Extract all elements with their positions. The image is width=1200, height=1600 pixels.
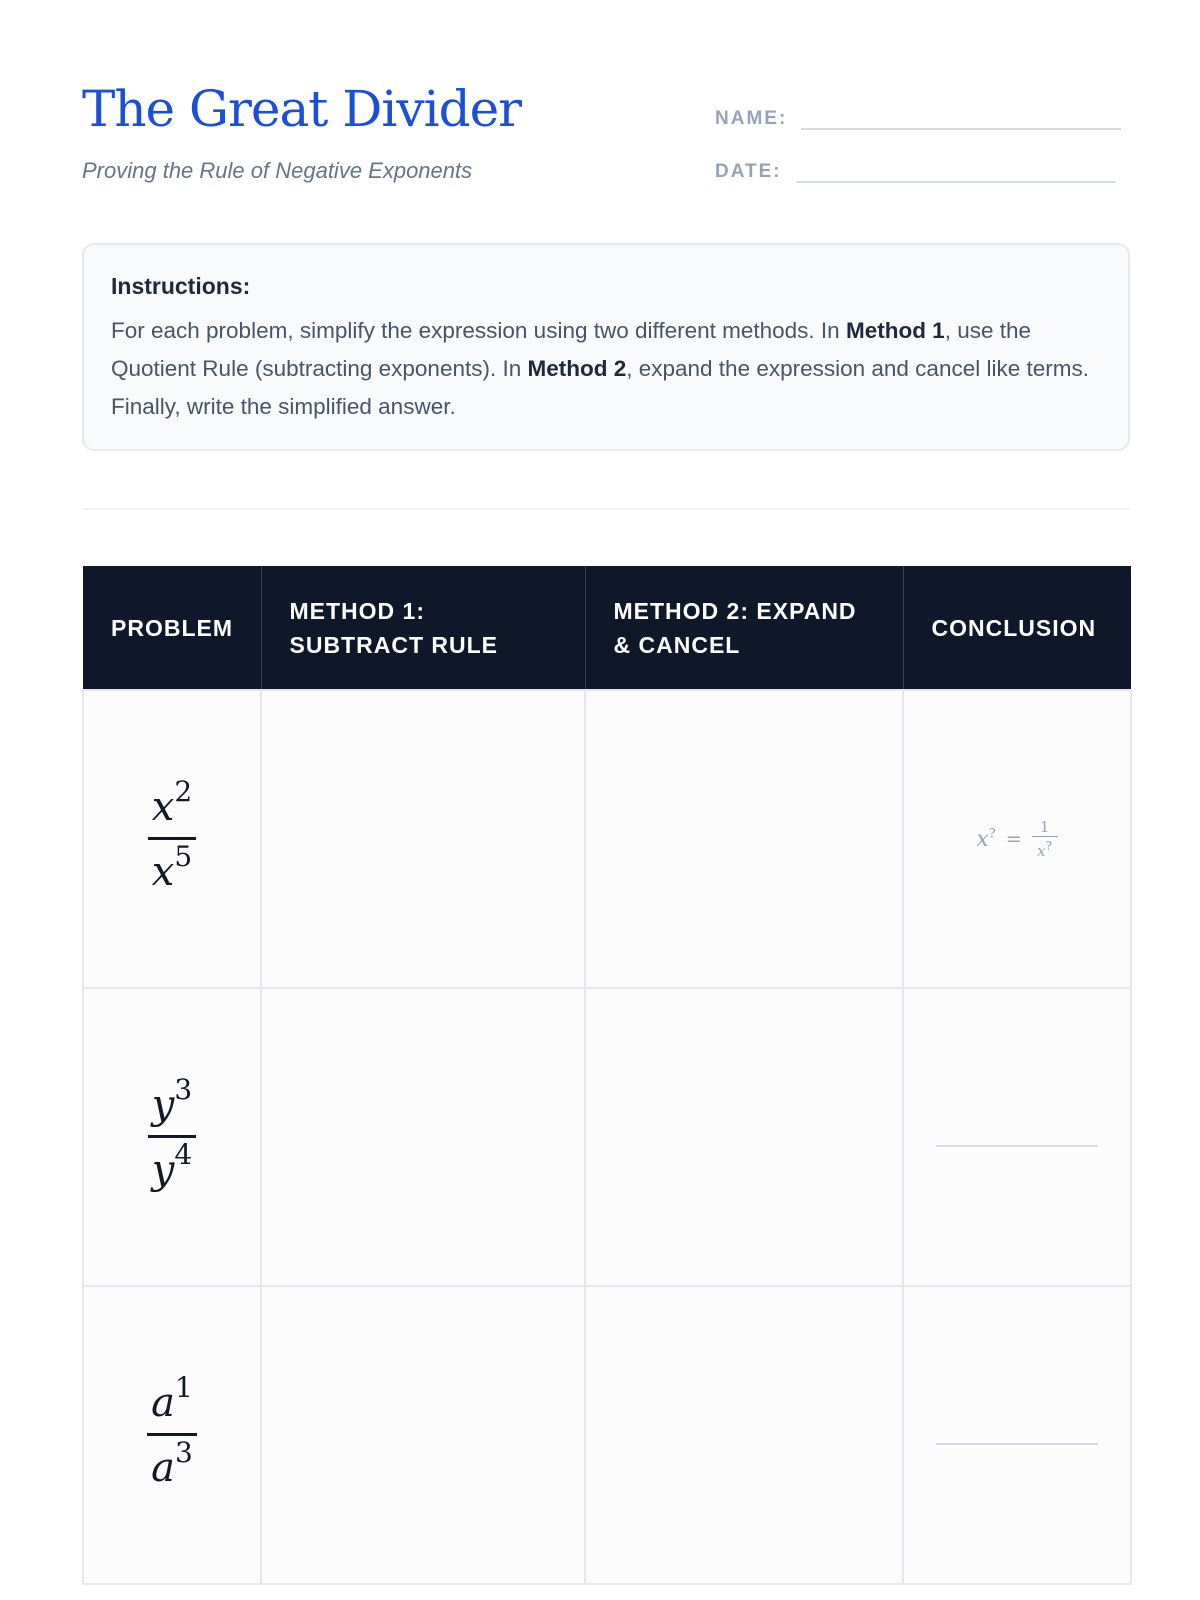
method2-answer-cell[interactable] xyxy=(585,1286,903,1584)
hint-fraction xyxy=(1032,819,1058,859)
column-header-conclusion: CONCLUSION xyxy=(903,566,1131,690)
exponent: 2 xyxy=(174,775,193,809)
variable: x xyxy=(151,783,175,830)
table-header-row xyxy=(83,566,1131,690)
worksheet-subtitle: Proving the Rule of Negative Exponents xyxy=(82,158,473,183)
method1-emphasis: Method 1 xyxy=(845,318,945,343)
conclusion-hint xyxy=(976,819,1057,859)
variable: y xyxy=(151,1081,175,1128)
instructions-part2: , use the Quotient Rule (subtracting exponents). In xyxy=(111,318,1032,381)
answer-blank[interactable] xyxy=(936,1443,1098,1445)
table-row xyxy=(83,988,1131,1286)
section-divider xyxy=(82,508,1130,510)
answer-blank[interactable] xyxy=(936,1145,1098,1147)
exponent: 1 xyxy=(175,1371,193,1405)
conclusion-cell[interactable] xyxy=(903,1286,1131,1584)
method1-answer-cell[interactable] xyxy=(261,1286,585,1584)
problem-cell xyxy=(83,690,261,988)
hint-equals: = xyxy=(1005,828,1022,850)
method1-answer-cell[interactable] xyxy=(261,988,585,1286)
method2-emphasis: Method 2 xyxy=(527,356,627,381)
column-header-problem: PROBLEM xyxy=(83,566,261,690)
date-label: DATE: xyxy=(715,161,782,182)
instructions-box xyxy=(82,243,1130,451)
date-field xyxy=(715,155,1116,183)
variable: a xyxy=(151,1379,176,1426)
fraction-denominator xyxy=(148,1138,196,1198)
problem-cell xyxy=(83,988,261,1286)
hint-numerator: 1 xyxy=(1039,818,1050,836)
date-blank[interactable] xyxy=(796,155,1116,183)
name-field xyxy=(715,102,1121,130)
variable: a xyxy=(151,1444,176,1491)
worksheet-title: The Great Divider xyxy=(82,80,522,138)
exponent: 4 xyxy=(174,1138,193,1172)
variable: y xyxy=(151,1146,175,1193)
instructions-part1: For each problem, simplify the expression using two different methods. In xyxy=(111,318,846,343)
hint-denominator: x? xyxy=(1037,838,1053,860)
exponent: 5 xyxy=(174,840,193,874)
problem-table xyxy=(82,566,1132,1585)
problem-fraction xyxy=(148,775,196,900)
method2-answer-cell[interactable] xyxy=(585,988,903,1286)
exponent: 3 xyxy=(175,1436,193,1470)
problem-cell xyxy=(83,1286,261,1584)
column-header-method1: METHOD 1: SUBTRACT RULE xyxy=(261,566,585,690)
fraction-numerator xyxy=(148,1073,196,1133)
fraction-denominator xyxy=(148,840,196,900)
method1-answer-cell[interactable] xyxy=(261,690,585,988)
method2-answer-cell[interactable] xyxy=(585,690,903,988)
instructions-part3: , expand the expression and cancel like terms. Finally, write the simplified answer. xyxy=(111,356,1089,419)
table-row xyxy=(83,1286,1131,1584)
variable: x xyxy=(151,848,175,895)
problem-fraction xyxy=(147,1371,197,1496)
hint-fraction-bar xyxy=(1032,836,1058,837)
instructions-text xyxy=(111,312,1102,426)
fraction-numerator xyxy=(148,775,196,835)
conclusion-cell[interactable] xyxy=(903,988,1131,1286)
exponent: 3 xyxy=(174,1073,193,1107)
instructions-title: Instructions: xyxy=(111,273,251,299)
name-blank[interactable] xyxy=(801,102,1121,130)
problem-fraction xyxy=(148,1073,196,1198)
table-row xyxy=(83,690,1131,988)
conclusion-cell[interactable] xyxy=(903,690,1131,988)
hint-base: x? xyxy=(976,826,996,852)
name-label: NAME: xyxy=(715,108,788,129)
fraction-numerator xyxy=(147,1371,197,1431)
fraction-denominator xyxy=(147,1436,197,1496)
column-header-method2: METHOD 2: EXPAND & CANCEL xyxy=(585,566,903,690)
